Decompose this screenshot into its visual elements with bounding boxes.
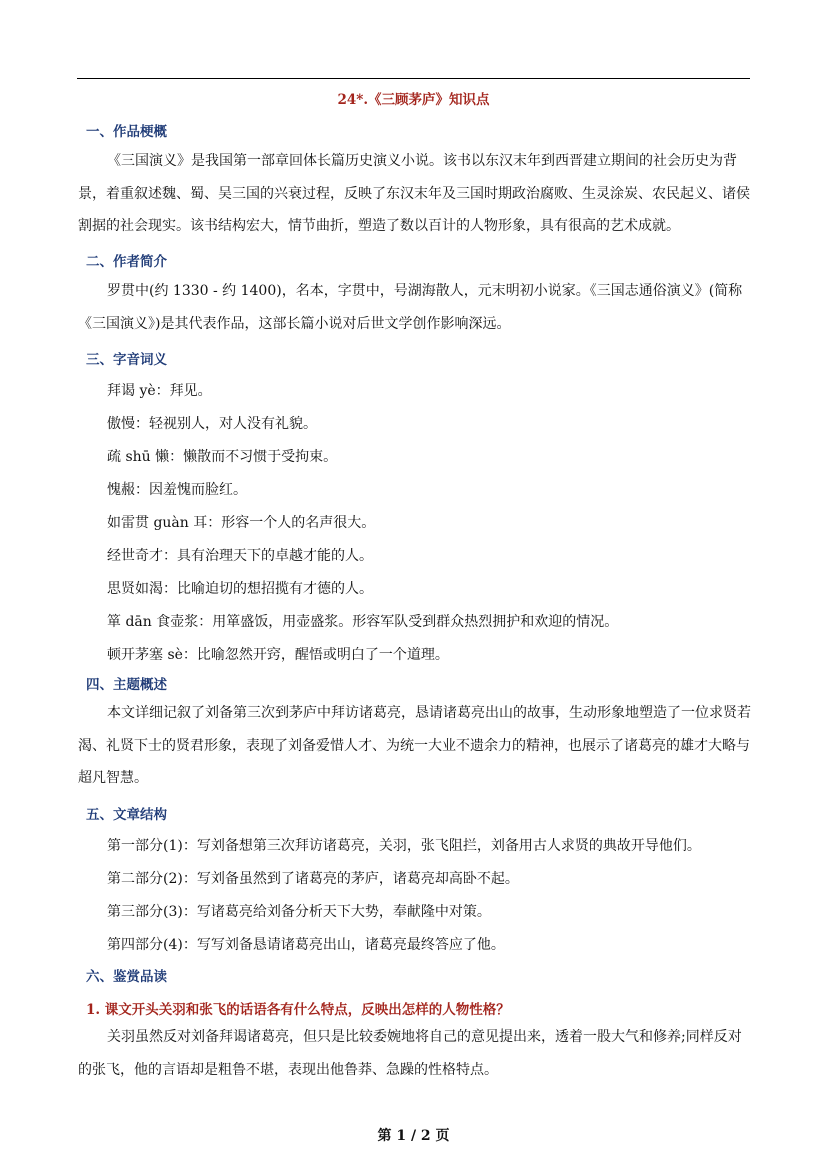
vocab-item: 疏 shū 懒：懒散而不习惯于受拘束。 (107, 449, 338, 465)
section-text-author: 罗贯中(约 1330 - 约 1400)，名本，字贯中，号湖海散人，元末明初小说家。《三国志通俗演义》(简称《三国演义》)是其代表作品，这部长篇小说对后世文学创作影响深远。 (78, 283, 743, 332)
section-heading-author: 二、作者简介 (86, 254, 167, 270)
structure-item: 第二部分(2)：写刘备虽然到了诸葛亮的茅庐，诸葛亮却高卧不起。 (107, 871, 519, 887)
section-heading-structure: 五、文章结构 (86, 807, 167, 823)
vocab-item: 傲慢：轻视别人，对人没有礼貌。 (107, 416, 317, 432)
vocab-item: 愧赧：因羞愧而脸红。 (107, 482, 247, 498)
vocab-item: 顿开茅塞 sè：比喻忽然开窍，醒悟或明白了一个道理。 (107, 647, 449, 663)
section-text-summary: 《三国演义》是我国第一部章回体长篇历史演义小说。该书以东汉末年到西晋建立期间的社会历史为背景，着重叙述魏、蜀、吴三国的兴衰过程，反映了东汉末年及三国时期政治腐败、生灵涂炭、农民起义、诸侯割据的社会现实。该书结构宏大，情节曲折，塑造了数以百计的人物形象，具有很高的艺术成就。 (78, 153, 750, 234)
structure-item: 第四部分(4)：写写刘备恳请诸葛亮出山，诸葛亮最终答应了他。 (107, 937, 505, 953)
page-title: 24*.《三顾茅庐》知识点 (337, 92, 490, 108)
section-heading-theme: 四、主题概述 (86, 677, 167, 693)
section-heading-vocab: 三、字音词义 (86, 352, 167, 368)
page-number: 第 1 / 2 页 (377, 1128, 450, 1144)
header-rule (77, 78, 750, 79)
question-1: 1. 课文开头关羽和张飞的话语各有什么特点，反映出怎样的人物性格？ (86, 1002, 510, 1018)
structure-item: 第三部分(3)：写诸葛亮给刘备分析天下大势，奉献隆中对策。 (107, 904, 491, 920)
structure-item: 第一部分(1)：写刘备想第三次拜访诸葛亮，关羽，张飞阻拦，刘备用古人求贤的典故开导他们。 (107, 838, 701, 854)
section-heading-summary: 一、作品梗概 (86, 124, 167, 140)
vocab-item: 经世奇才：具有治理天下的卓越才能的人。 (107, 548, 373, 564)
answer-1: 关羽虽然反对刘备拜谒诸葛亮，但只是比较委婉地将自己的意见提出来，透着一股大气和修养;同样反对的张飞，他的言语却是粗鲁不堪，表现出他鲁莽、急躁的性格特点。 (78, 1029, 742, 1078)
vocab-item: 思贤如渴：比喻迫切的想招揽有才德的人。 (107, 581, 373, 597)
vocab-item: 拜谒 yè：拜见。 (107, 383, 212, 399)
section-heading-appreciation: 六、鉴赏品读 (86, 969, 167, 985)
vocab-item: 箪 dān 食壶浆：用箪盛饭，用壶盛浆。形容军队受到群众热烈拥护和欢迎的情况。 (107, 614, 619, 630)
section-text-theme: 本文详细记叙了刘备第三次到茅庐中拜访诸葛亮，恳请诸葛亮出山的故事，生动形象地塑造了一位求贤若渴、礼贤下士的贤君形象，表现了刘备爱惜人才、为统一大业不遗余力的精神，也展示了诸葛亮的雄才大略与超凡智慧。 (78, 705, 751, 786)
vocab-item: 如雷贯 guàn 耳：形容一个人的名声很大。 (107, 515, 376, 531)
